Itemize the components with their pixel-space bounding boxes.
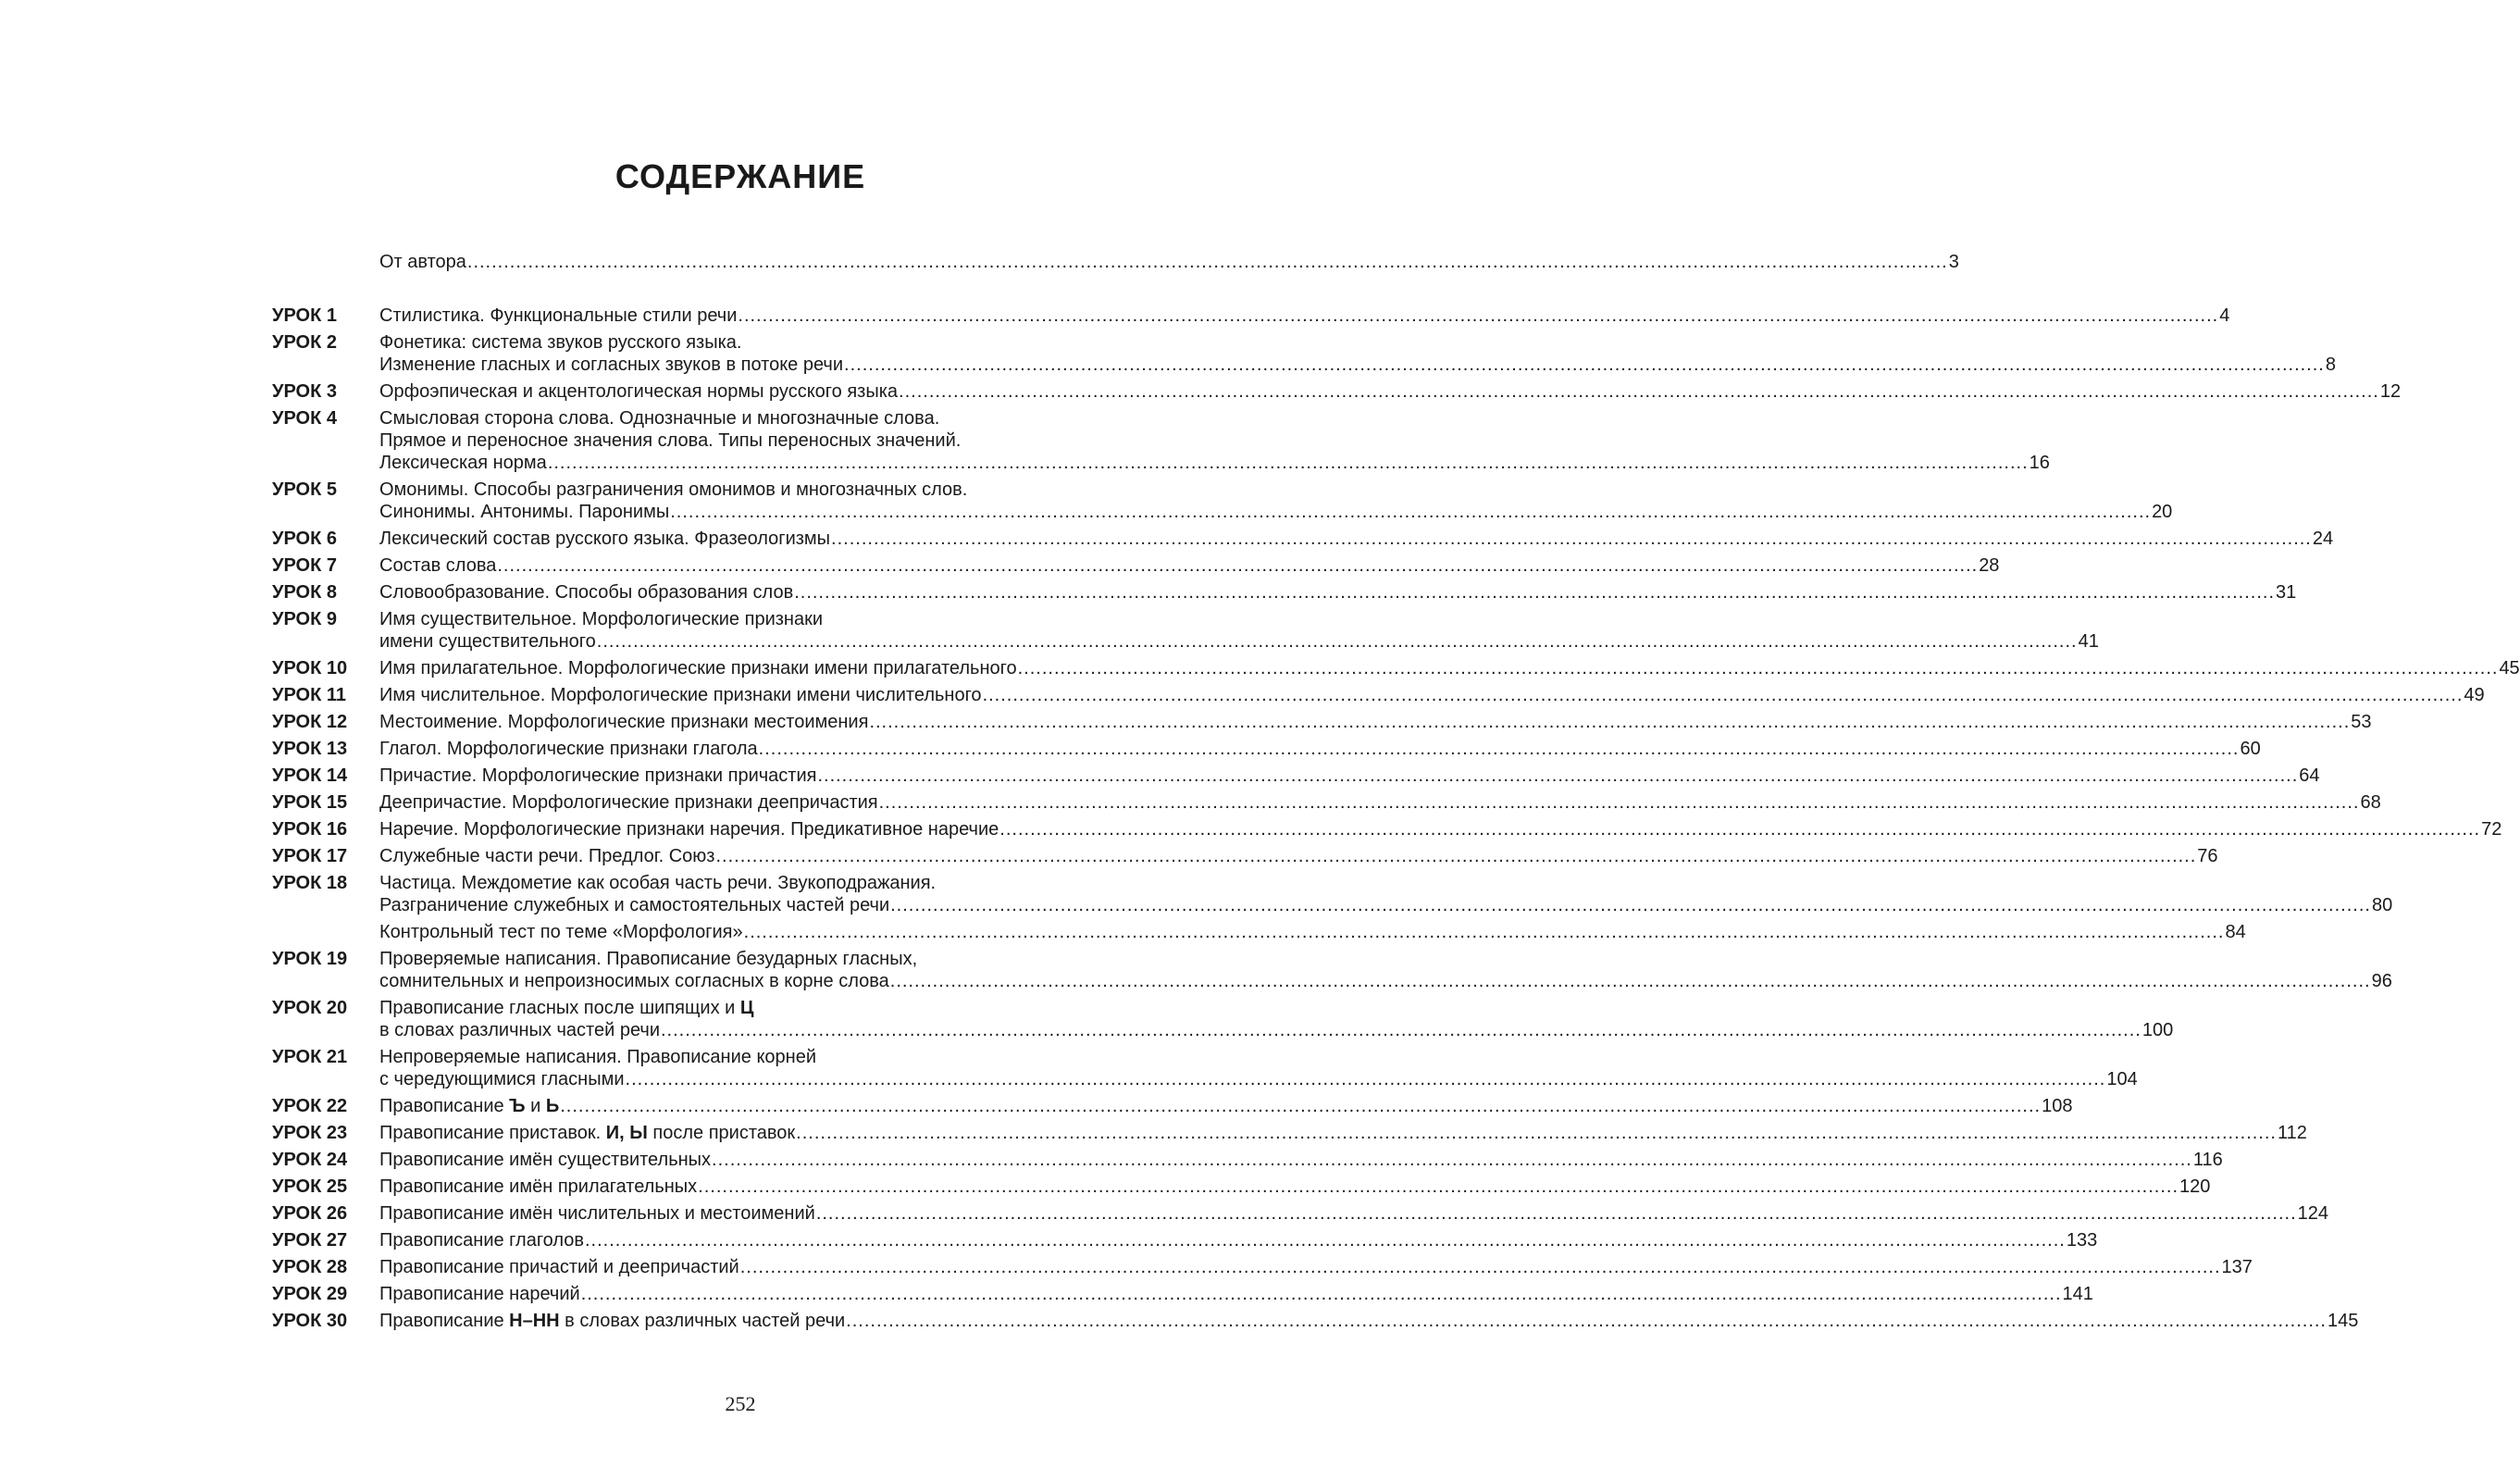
page-ref: 31 [2276, 582, 2297, 603]
page-ref: 84 [2225, 922, 2246, 942]
entry-title-line: Омонимы. Способы разграничения омонимов и многозначных слов. [379, 479, 968, 500]
entry-title-line: Изменение гласных и согласных звуков в потоке речи [379, 355, 844, 375]
entry-title-line: От автора [379, 252, 466, 272]
entry-title-line: Деепричастие. Морфологические признаки деепричастия [379, 792, 878, 813]
toc-entry[interactable] [272, 818, 2502, 840]
lesson-number: УРОК 28 [272, 1257, 348, 1277]
dot-leader [794, 581, 2275, 604]
entry-title [379, 1176, 2210, 1198]
page-ref: 120 [2179, 1176, 2211, 1197]
page-ref: 141 [2062, 1284, 2093, 1304]
dot-leader [698, 1176, 2179, 1198]
dot-leader [816, 1202, 2297, 1225]
toc-entry[interactable] [272, 608, 2099, 653]
lesson-number: УРОК 5 [272, 479, 337, 500]
page-ref: 45 [2499, 658, 2520, 678]
page-ref: 145 [2328, 1311, 2359, 1331]
entry-title-line: Непроверяемые написания. Правописание корней [379, 1047, 817, 1067]
toc-entry[interactable] [272, 711, 2372, 733]
entry-title [379, 818, 2501, 840]
toc-entry[interactable] [272, 554, 2000, 577]
entry-title [379, 1046, 2138, 1090]
entry-title [379, 997, 2173, 1041]
page-ref: 100 [2141, 1020, 2174, 1040]
entry-title-line: с чередующимися гласными [379, 1069, 625, 1089]
entry-title-line: Контрольный тест по теме «Морфология» [379, 922, 743, 942]
entry-title [379, 1149, 2223, 1171]
toc-entry[interactable] [272, 305, 2230, 327]
lesson-number: УРОК 26 [272, 1203, 348, 1224]
dot-leader [548, 452, 2029, 474]
toc-entry[interactable] [272, 407, 2050, 474]
entry-title-line: Фонетика: система звуков русского языка. [379, 332, 742, 353]
lesson-number: УРОК 1 [272, 305, 337, 326]
lesson-number: УРОК 18 [272, 873, 348, 893]
lesson-number: УРОК 6 [272, 529, 337, 549]
entry-title-line: Проверяемые написания. Правописание безударных гласных, [379, 949, 918, 969]
page-ref: 8 [2325, 355, 2336, 375]
page-ref: 76 [2197, 846, 2218, 866]
dot-leader [999, 818, 2480, 840]
page-ref: 124 [2297, 1203, 2329, 1224]
toc-entry[interactable] [272, 528, 2334, 550]
toc-entry[interactable] [272, 251, 1959, 273]
dot-leader [581, 1283, 2062, 1305]
entry-title [379, 738, 2261, 760]
entry-title-line: Правописание имён числительных и местоимений [379, 1203, 815, 1224]
dot-leader [738, 305, 2218, 327]
page-ref: 64 [2299, 765, 2320, 786]
entry-title-line: сомнительных и непроизносимых согласных в корне слова [379, 971, 889, 991]
toc-entry[interactable] [272, 1202, 2329, 1225]
lesson-number: УРОК 21 [272, 1047, 348, 1067]
entry-title [379, 657, 2520, 679]
page-ref: 133 [2066, 1230, 2098, 1251]
toc-entry[interactable] [272, 948, 2392, 992]
entry-title-line: Смысловая сторона слова. Однозначные и многозначные слова. [379, 408, 940, 429]
page-ref: 24 [2312, 529, 2334, 549]
lesson-number: УРОК 27 [272, 1230, 348, 1251]
entry-title-line: в словах различных частей речи [379, 1020, 660, 1040]
lesson-number: УРОК 24 [272, 1150, 348, 1170]
entry-title-line: Стилистика. Функциональные стили речи [379, 305, 738, 326]
entry-title-line: Состав слова [379, 555, 497, 576]
entry-title-line: Имя существительное. Морфологические признаки [379, 609, 823, 629]
toc-entry[interactable] [272, 997, 2174, 1041]
lesson-number: УРОК 11 [272, 685, 346, 705]
entry-title-line: Лексический состав русского языка. Фразеологизмы [379, 529, 831, 549]
toc-entry[interactable] [272, 921, 2246, 943]
dot-leader [759, 738, 2240, 760]
entry-title-line: Прямое и переносное значения слова. Типы переносных значений. [379, 430, 962, 451]
lesson-number: УРОК 9 [272, 609, 337, 629]
dot-leader [879, 791, 2360, 814]
dot-leader [890, 894, 2371, 916]
lesson-number: УРОК 29 [272, 1284, 348, 1304]
page-ref: 49 [2464, 685, 2485, 705]
lesson-number: УРОК 23 [272, 1123, 348, 1143]
lesson-number: УРОК 7 [272, 555, 337, 576]
dot-leader [899, 380, 2379, 403]
entry-title [379, 711, 2372, 733]
page-ref: 28 [1979, 555, 2000, 576]
entry-title [379, 921, 2246, 943]
entry-title [379, 845, 2218, 867]
entry-title [379, 1310, 2358, 1332]
entry-title [379, 528, 2333, 550]
entry-title [379, 608, 2099, 653]
toc-entry[interactable] [272, 1046, 2138, 1090]
page-ref: 96 [2371, 971, 2392, 991]
page-ref: 80 [2371, 895, 2393, 915]
lesson-number: УРОК 13 [272, 739, 348, 759]
toc-entry[interactable] [272, 765, 2320, 787]
toc-entry[interactable] [272, 479, 2173, 523]
lesson-number: УРОК 30 [272, 1311, 348, 1331]
entry-title-line: Имя прилагательное. Морфологические признаки имени прилагательного [379, 658, 1017, 678]
dot-leader [585, 1229, 2066, 1251]
entry-title-line: имени существительного [379, 631, 596, 652]
entry-title [379, 479, 2172, 523]
dot-leader [712, 1149, 2192, 1171]
entry-title-line: Орфоэпическая и акцентологическая нормы русского языка [379, 381, 899, 402]
entry-title [379, 1095, 2072, 1117]
dot-leader [715, 845, 2196, 867]
lesson-number: УРОК 2 [272, 332, 337, 353]
toc-entry[interactable] [272, 1229, 2098, 1251]
toc-entry[interactable] [272, 581, 2297, 604]
entry-title-line: Местоимение. Морфологические признаки местоимения [379, 712, 869, 732]
page-ref: 20 [2152, 502, 2173, 522]
entry-title [379, 380, 2401, 403]
table-of-contents [272, 251, 2520, 1332]
entry-title-line: Лексическая норма [379, 453, 547, 473]
page-ref: 53 [2351, 712, 2372, 732]
entry-title-line: Правописание приставок. И, Ы после приставок [379, 1123, 796, 1143]
dot-leader [597, 630, 2078, 653]
toc-entry[interactable] [272, 1283, 2093, 1305]
dot-leader [1018, 657, 2499, 679]
lesson-number: УРОК 10 [272, 658, 348, 678]
toc-entry[interactable] [272, 331, 2336, 376]
dot-leader [796, 1122, 2277, 1144]
dot-leader [626, 1068, 2106, 1090]
entry-title-line: Служебные части речи. Предлог. Союз [379, 846, 715, 866]
lesson-number: УРОК 12 [272, 712, 348, 732]
entry-title [379, 948, 2392, 992]
entry-title-line: Правописание наречий [379, 1284, 580, 1304]
dot-leader [846, 1310, 2327, 1332]
entry-title-line: Причастие. Морфологические признаки причастия [379, 765, 817, 786]
dot-leader [467, 251, 1948, 273]
lesson-number: УРОК 20 [272, 998, 348, 1018]
entry-title [379, 684, 2485, 706]
entry-title-line: Частица. Междометие как особая часть речи. Звукоподражания. [379, 873, 937, 893]
dot-leader [869, 711, 2350, 733]
toc-entry[interactable] [272, 791, 2381, 814]
toc-entry[interactable] [272, 1310, 2359, 1332]
lesson-number: УРОК 25 [272, 1176, 348, 1197]
entry-title-line: Имя числительное. Морфологические признаки имени числительного [379, 685, 982, 705]
entry-title [379, 305, 2229, 327]
dot-leader [890, 970, 2371, 992]
page-ref: 108 [2042, 1096, 2073, 1116]
toc-entry[interactable] [272, 380, 2402, 403]
entry-title-line: Словообразование. Способы образования слов [379, 582, 794, 603]
toc-entry[interactable] [272, 1122, 2307, 1144]
dot-leader [670, 501, 2151, 523]
toc-entry[interactable] [272, 1095, 2073, 1117]
dot-leader [817, 765, 2298, 787]
dot-leader [831, 528, 2312, 550]
page-number: 252 [725, 1392, 756, 1415]
entry-title-line: Правописание гласных после шипящих и Ц [379, 998, 754, 1018]
dot-leader [661, 1019, 2141, 1041]
lesson-number: УРОК 4 [272, 408, 337, 429]
page-title: СОДЕРЖАНИЕ [614, 157, 866, 195]
toc-entry[interactable] [272, 1176, 2211, 1198]
lesson-number: УРОК 16 [272, 819, 348, 840]
lesson-number: УРОК 22 [272, 1096, 348, 1116]
page-ref: 72 [2481, 819, 2502, 840]
entry-title [379, 251, 1959, 273]
toc-entry[interactable] [272, 872, 2393, 916]
toc-entry[interactable] [272, 657, 2520, 679]
entry-title [379, 407, 2050, 474]
page-ref: 112 [2277, 1123, 2307, 1143]
page-ref: 3 [1948, 252, 1959, 272]
entry-title-line: Правописание имён существительных [379, 1150, 712, 1170]
page-ref: 60 [2240, 739, 2261, 759]
dot-leader [983, 684, 2464, 706]
entry-title [379, 872, 2392, 916]
entry-title-line: Разграничение служебных и самостоятельных частей речи [379, 895, 890, 915]
dot-leader [740, 1256, 2221, 1278]
entry-title-line: Правописание Н–НН в словах различных частей речи [379, 1311, 846, 1331]
entry-title [379, 581, 2296, 604]
lesson-number: УРОК 19 [272, 949, 348, 969]
lesson-number: УРОК 15 [272, 792, 348, 813]
page-ref: 41 [2078, 631, 2099, 652]
page-ref: 16 [2029, 453, 2050, 473]
dot-leader [497, 554, 1978, 577]
toc-entry[interactable] [272, 738, 2261, 760]
toc-entry[interactable] [272, 684, 2485, 706]
toc-entry[interactable] [272, 1256, 2253, 1278]
entry-title-line: Глагол. Морфологические признаки глагола [379, 739, 758, 759]
page-ref: 104 [2106, 1069, 2138, 1089]
entry-title-line: Правописание имён прилагательных [379, 1176, 698, 1197]
entry-title-line: Правописание глаголов [379, 1230, 584, 1251]
entry-title [379, 1256, 2253, 1278]
page-ref: 12 [2379, 381, 2402, 402]
entry-title [379, 1122, 2307, 1144]
lesson-number: УРОК 3 [272, 381, 337, 402]
entry-title-line: Синонимы. Антонимы. Паронимы [379, 502, 670, 522]
entry-title [379, 331, 2336, 376]
lesson-number: УРОК 8 [272, 582, 337, 603]
entry-title [379, 1229, 2097, 1251]
lesson-number: УРОК 17 [272, 846, 348, 866]
entry-title [379, 1283, 2093, 1305]
entry-title-line: Правописание причастий и деепричастий [379, 1257, 739, 1277]
dot-leader [744, 921, 2225, 943]
page-ref: 68 [2360, 792, 2381, 813]
entry-title [379, 765, 2320, 787]
entry-title-line: Правописание Ъ и Ь [379, 1096, 560, 1116]
toc-entry[interactable] [272, 1149, 2223, 1171]
toc-entry[interactable] [272, 845, 2218, 867]
entry-title [379, 554, 1999, 577]
lesson-number: УРОК 14 [272, 765, 348, 786]
dot-leader [560, 1095, 2041, 1117]
entry-title [379, 1202, 2328, 1225]
entry-title-line: Наречие. Морфологические признаки наречия. Предикативное наречие [379, 819, 999, 840]
page-ref: 4 [2219, 305, 2230, 326]
dot-leader [844, 354, 2325, 376]
page-ref: 116 [2192, 1150, 2223, 1170]
page-ref: 137 [2221, 1257, 2253, 1277]
entry-title [379, 791, 2381, 814]
